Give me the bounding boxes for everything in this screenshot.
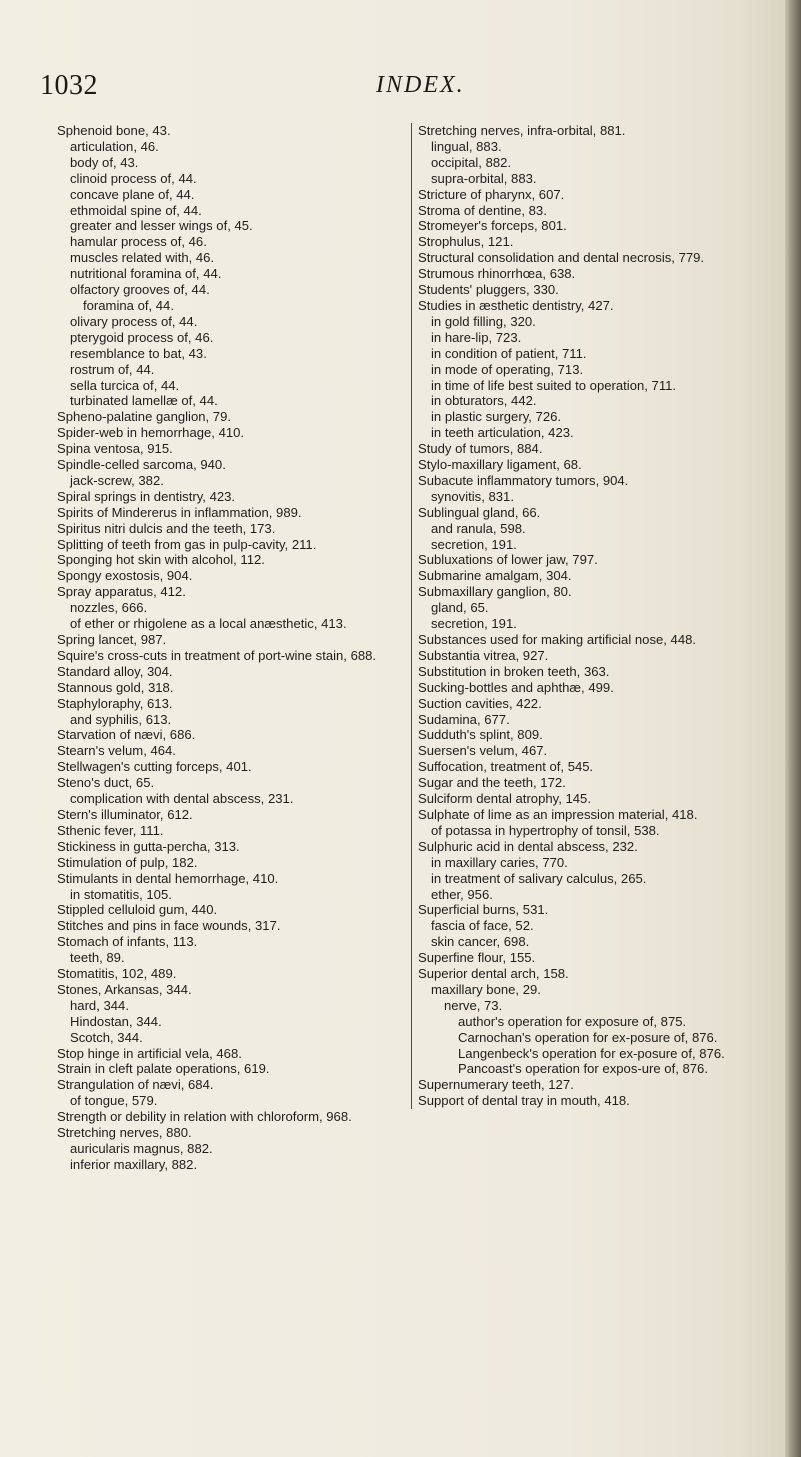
- index-entry: hamular process of, 46.: [70, 234, 207, 250]
- index-entry: ethmoidal spine of, 44.: [70, 202, 202, 218]
- page-number: 1032: [40, 70, 98, 101]
- index-entry: in maxillary caries, 770.: [431, 854, 568, 870]
- index-entry: in teeth articulation, 423.: [431, 425, 574, 441]
- index-entry: Stromeyer's forceps, 801.: [418, 218, 567, 234]
- running-head: INDEX.: [376, 72, 465, 98]
- index-entry: Substitution in broken teeth, 363.: [418, 663, 610, 679]
- index-entry: Squire's cross-cuts in treatment of port-wine stain, 688.: [57, 647, 377, 663]
- index-entry: lingual, 883.: [431, 138, 502, 154]
- index-entry: in hare-lip, 723.: [431, 329, 522, 345]
- index-entry: gland, 65.: [431, 600, 489, 616]
- index-entry: and syphilis, 613.: [70, 711, 172, 727]
- index-entry: Structural consolidation and dental necrosis, 779.: [418, 250, 705, 266]
- index-entry: auricularis magnus, 882.: [70, 1141, 213, 1156]
- index-entry: Superfine flour, 155.: [418, 950, 536, 966]
- index-entry: Standard alloy, 304.: [57, 663, 173, 679]
- index-entry: Substantia vitrea, 927.: [418, 647, 549, 663]
- index-entry: body of, 43.: [70, 154, 139, 170]
- index-entry: Support of dental tray in mouth, 418.: [418, 1093, 630, 1109]
- index-entry: Submarine amalgam, 304.: [418, 568, 572, 584]
- index-entry: Spindle-celled sarcoma, 940.: [57, 457, 226, 473]
- index-entry: Stomatitis, 102, 489.: [57, 966, 177, 982]
- index-entry: supra-orbital, 883.: [431, 170, 537, 186]
- index-entry: Stretching nerves, 880.: [57, 1125, 192, 1141]
- index-entry: foramina of, 44.: [83, 297, 174, 313]
- index-entry: Substances used for making artificial nose, 448.: [418, 632, 697, 647]
- index-entry: clinoid process of, 44.: [70, 170, 197, 186]
- index-entry: Sudamina, 677.: [418, 711, 510, 727]
- index-entry: Spiral springs in dentistry, 423.: [57, 488, 236, 504]
- index-entry: in mode of operating, 713.: [431, 361, 584, 377]
- index-entry: in gold filling, 320.: [431, 313, 536, 329]
- index-entry: pterygoid process of, 46.: [70, 329, 214, 345]
- index-entry: Stearn's velum, 464.: [57, 743, 176, 759]
- index-entry: ether, 956.: [431, 886, 493, 902]
- index-entry: olfactory grooves of, 44.: [70, 282, 210, 298]
- index-entry: Langenbeck's operation for ex-posure of, 876.: [458, 1045, 725, 1061]
- index-entry: Stomach of infants, 113.: [57, 934, 198, 950]
- index-entry: Spring lancet, 987.: [57, 632, 167, 647]
- index-entry: occipital, 882.: [431, 154, 512, 170]
- right-index-column: [411, 123, 756, 1109]
- index-entry: Stimulants in dental hemorrhage, 410.: [57, 870, 279, 886]
- index-entry: Stretching nerves, infra-orbital, 881.: [418, 123, 626, 138]
- index-entry: nutritional foramina of, 44.: [70, 266, 222, 282]
- index-entry: Spina ventosa, 915.: [57, 441, 173, 457]
- index-entry: of potassa in hypertrophy of tonsil, 538.: [431, 822, 660, 838]
- index-entry: rostrum of, 44.: [70, 361, 155, 377]
- index-entry: fascia of face, 52.: [431, 918, 534, 934]
- index-entry: Superficial burns, 531.: [418, 902, 549, 918]
- index-entry: Studies in æsthetic dentistry, 427.: [418, 297, 614, 313]
- index-entry: Stones, Arkansas, 344.: [57, 981, 192, 997]
- index-entry: in stomatitis, 105.: [70, 886, 172, 902]
- index-entry: Spirits of Mindererus in inflammation, 989.: [57, 504, 302, 520]
- index-entry: Sponging hot skin with alcohol, 112.: [57, 552, 265, 568]
- index-entry: skin cancer, 698.: [431, 934, 530, 950]
- index-entry: Stimulation of pulp, 182.: [57, 854, 198, 870]
- index-entry: Strangulation of nævi, 684.: [57, 1077, 214, 1093]
- index-entry: sella turcica of, 44.: [70, 377, 180, 393]
- index-entry: Staphyloraphy, 613.: [57, 695, 173, 711]
- index-entry: complication with dental abscess, 231.: [70, 791, 294, 807]
- index-entry: in time of life best suited to operation, 711.: [431, 377, 677, 393]
- index-entry: Subluxations of lower jaw, 797.: [418, 552, 598, 568]
- index-entry: Spiritus nitri dulcis and the teeth, 173.: [57, 520, 276, 536]
- index-entry: Stop hinge in artificial vela, 468.: [57, 1045, 242, 1061]
- index-entry: in condition of patient, 711.: [431, 345, 587, 361]
- index-entry: Suersen's velum, 467.: [418, 743, 548, 759]
- index-entry: author's operation for exposure of, 875.: [458, 1013, 687, 1029]
- index-entry: Sudduth's splint, 809.: [418, 727, 543, 743]
- index-entry: Spider-web in hemorrhage, 410.: [57, 425, 245, 441]
- index-entry: hard, 344.: [70, 997, 129, 1013]
- index-entry: Strumous rhinorrhœa, 638.: [418, 266, 576, 282]
- index-entry: Strain in cleft palate operations, 619.: [57, 1061, 270, 1077]
- index-entry: in treatment of salivary calculus, 265.: [431, 870, 647, 886]
- index-entry: turbinated lamellæ of, 44.: [70, 393, 218, 409]
- index-entry: Spheno-palatine ganglion, 79.: [57, 409, 231, 425]
- index-entry: Suffocation, treatment of, 545.: [418, 759, 594, 775]
- index-entry: muscles related with, 46.: [70, 250, 215, 266]
- index-entry: Study of tumors, 884.: [418, 441, 543, 457]
- index-entry: nozzles, 666.: [70, 600, 148, 616]
- index-entry: in obturators, 442.: [431, 393, 537, 409]
- index-entry: Steno's duct, 65.: [57, 775, 155, 791]
- index-entry: inferior maxillary, 882.: [70, 1156, 198, 1172]
- index-entry: Submaxillary ganglion, 80.: [418, 584, 572, 600]
- page-header: [40, 70, 740, 110]
- index-entry: Sulciform dental atrophy, 145.: [418, 791, 591, 807]
- index-entry: Stellwagen's cutting forceps, 401.: [57, 759, 252, 775]
- index-entry: secretion, 191.: [431, 536, 517, 552]
- index-entry: in plastic surgery, 726.: [431, 409, 562, 425]
- index-entry: Sulphuric acid in dental abscess, 232.: [418, 838, 638, 854]
- index-entry: Sthenic fever, 111.: [57, 822, 164, 838]
- index-entry: Pancoast's operation for expos-ure of, 876.: [458, 1061, 708, 1077]
- index-entry: Stern's illuminator, 612.: [57, 806, 193, 822]
- index-entry: Sulphate of lime as an impression material, 418.: [418, 806, 698, 822]
- page-edge-shadow: [785, 0, 801, 1457]
- index-entry: Sphenoid bone, 43.: [57, 123, 171, 138]
- index-entry: of ether or rhigolene as a local anæsthetic, 413.: [70, 616, 347, 632]
- index-entry: Sucking-bottles and aphthæ, 499.: [418, 679, 614, 695]
- index-entry: Stitches and pins in face wounds, 317.: [57, 918, 281, 934]
- index-entry: Stroma of dentine, 83.: [418, 202, 547, 218]
- index-entry: olivary process of, 44.: [70, 313, 198, 329]
- index-entry: Subacute inflammatory tumors, 904.: [418, 472, 629, 488]
- index-entry: Scotch, 344.: [70, 1029, 143, 1045]
- index-entry: Carnochan's operation for ex-posure of, 876.: [458, 1029, 718, 1045]
- index-entry: Stylo-maxillary ligament, 68.: [418, 457, 582, 473]
- index-entry: Stickiness in gutta-percha, 313.: [57, 838, 240, 854]
- index-entry: Suction cavities, 422.: [418, 695, 542, 711]
- index-entry: Strength or debility in relation with chloroform, 968.: [57, 1109, 352, 1125]
- index-entry: secretion, 191.: [431, 616, 517, 632]
- index-entry: Sugar and the teeth, 172.: [418, 775, 566, 791]
- index-entry: nerve, 73.: [444, 997, 503, 1013]
- index-entry: greater and lesser wings of, 45.: [70, 218, 253, 234]
- index-entry: articulation, 46.: [70, 138, 159, 154]
- index-entry: Spray apparatus, 412.: [57, 584, 186, 600]
- index-entry: maxillary bone, 29.: [431, 981, 541, 997]
- index-entry: Students' pluggers, 330.: [418, 282, 559, 298]
- index-entry: of tongue, 579.: [70, 1093, 158, 1109]
- index-entry: Splitting of teeth from gas in pulp-cavity, 211.: [57, 536, 317, 552]
- index-entry: jack-screw, 382.: [70, 472, 164, 488]
- index-entry: Sublingual gland, 66.: [418, 504, 541, 520]
- index-entry: teeth, 89.: [70, 950, 125, 966]
- index-entry: synovitis, 831.: [431, 488, 514, 504]
- index-entry: and ranula, 598.: [431, 520, 526, 536]
- index-entry: Stricture of pharynx, 607.: [418, 186, 565, 202]
- index-entry: Spongy exostosis, 904.: [57, 568, 193, 584]
- index-entry: Stippled celluloid gum, 440.: [57, 902, 218, 918]
- index-entry: Supernumerary teeth, 127.: [418, 1077, 574, 1093]
- index-entry: Stannous gold, 318.: [57, 679, 174, 695]
- index-entry: concave plane of, 44.: [70, 186, 195, 202]
- index-entry: Starvation of nævi, 686.: [57, 727, 196, 743]
- index-entry: Strophulus, 121.: [418, 234, 514, 250]
- left-index-column: [57, 123, 402, 1173]
- index-entry: Superior dental arch, 158.: [418, 966, 569, 982]
- index-entry: Hindostan, 344.: [70, 1013, 162, 1029]
- index-entry: resemblance to bat, 43.: [70, 345, 207, 361]
